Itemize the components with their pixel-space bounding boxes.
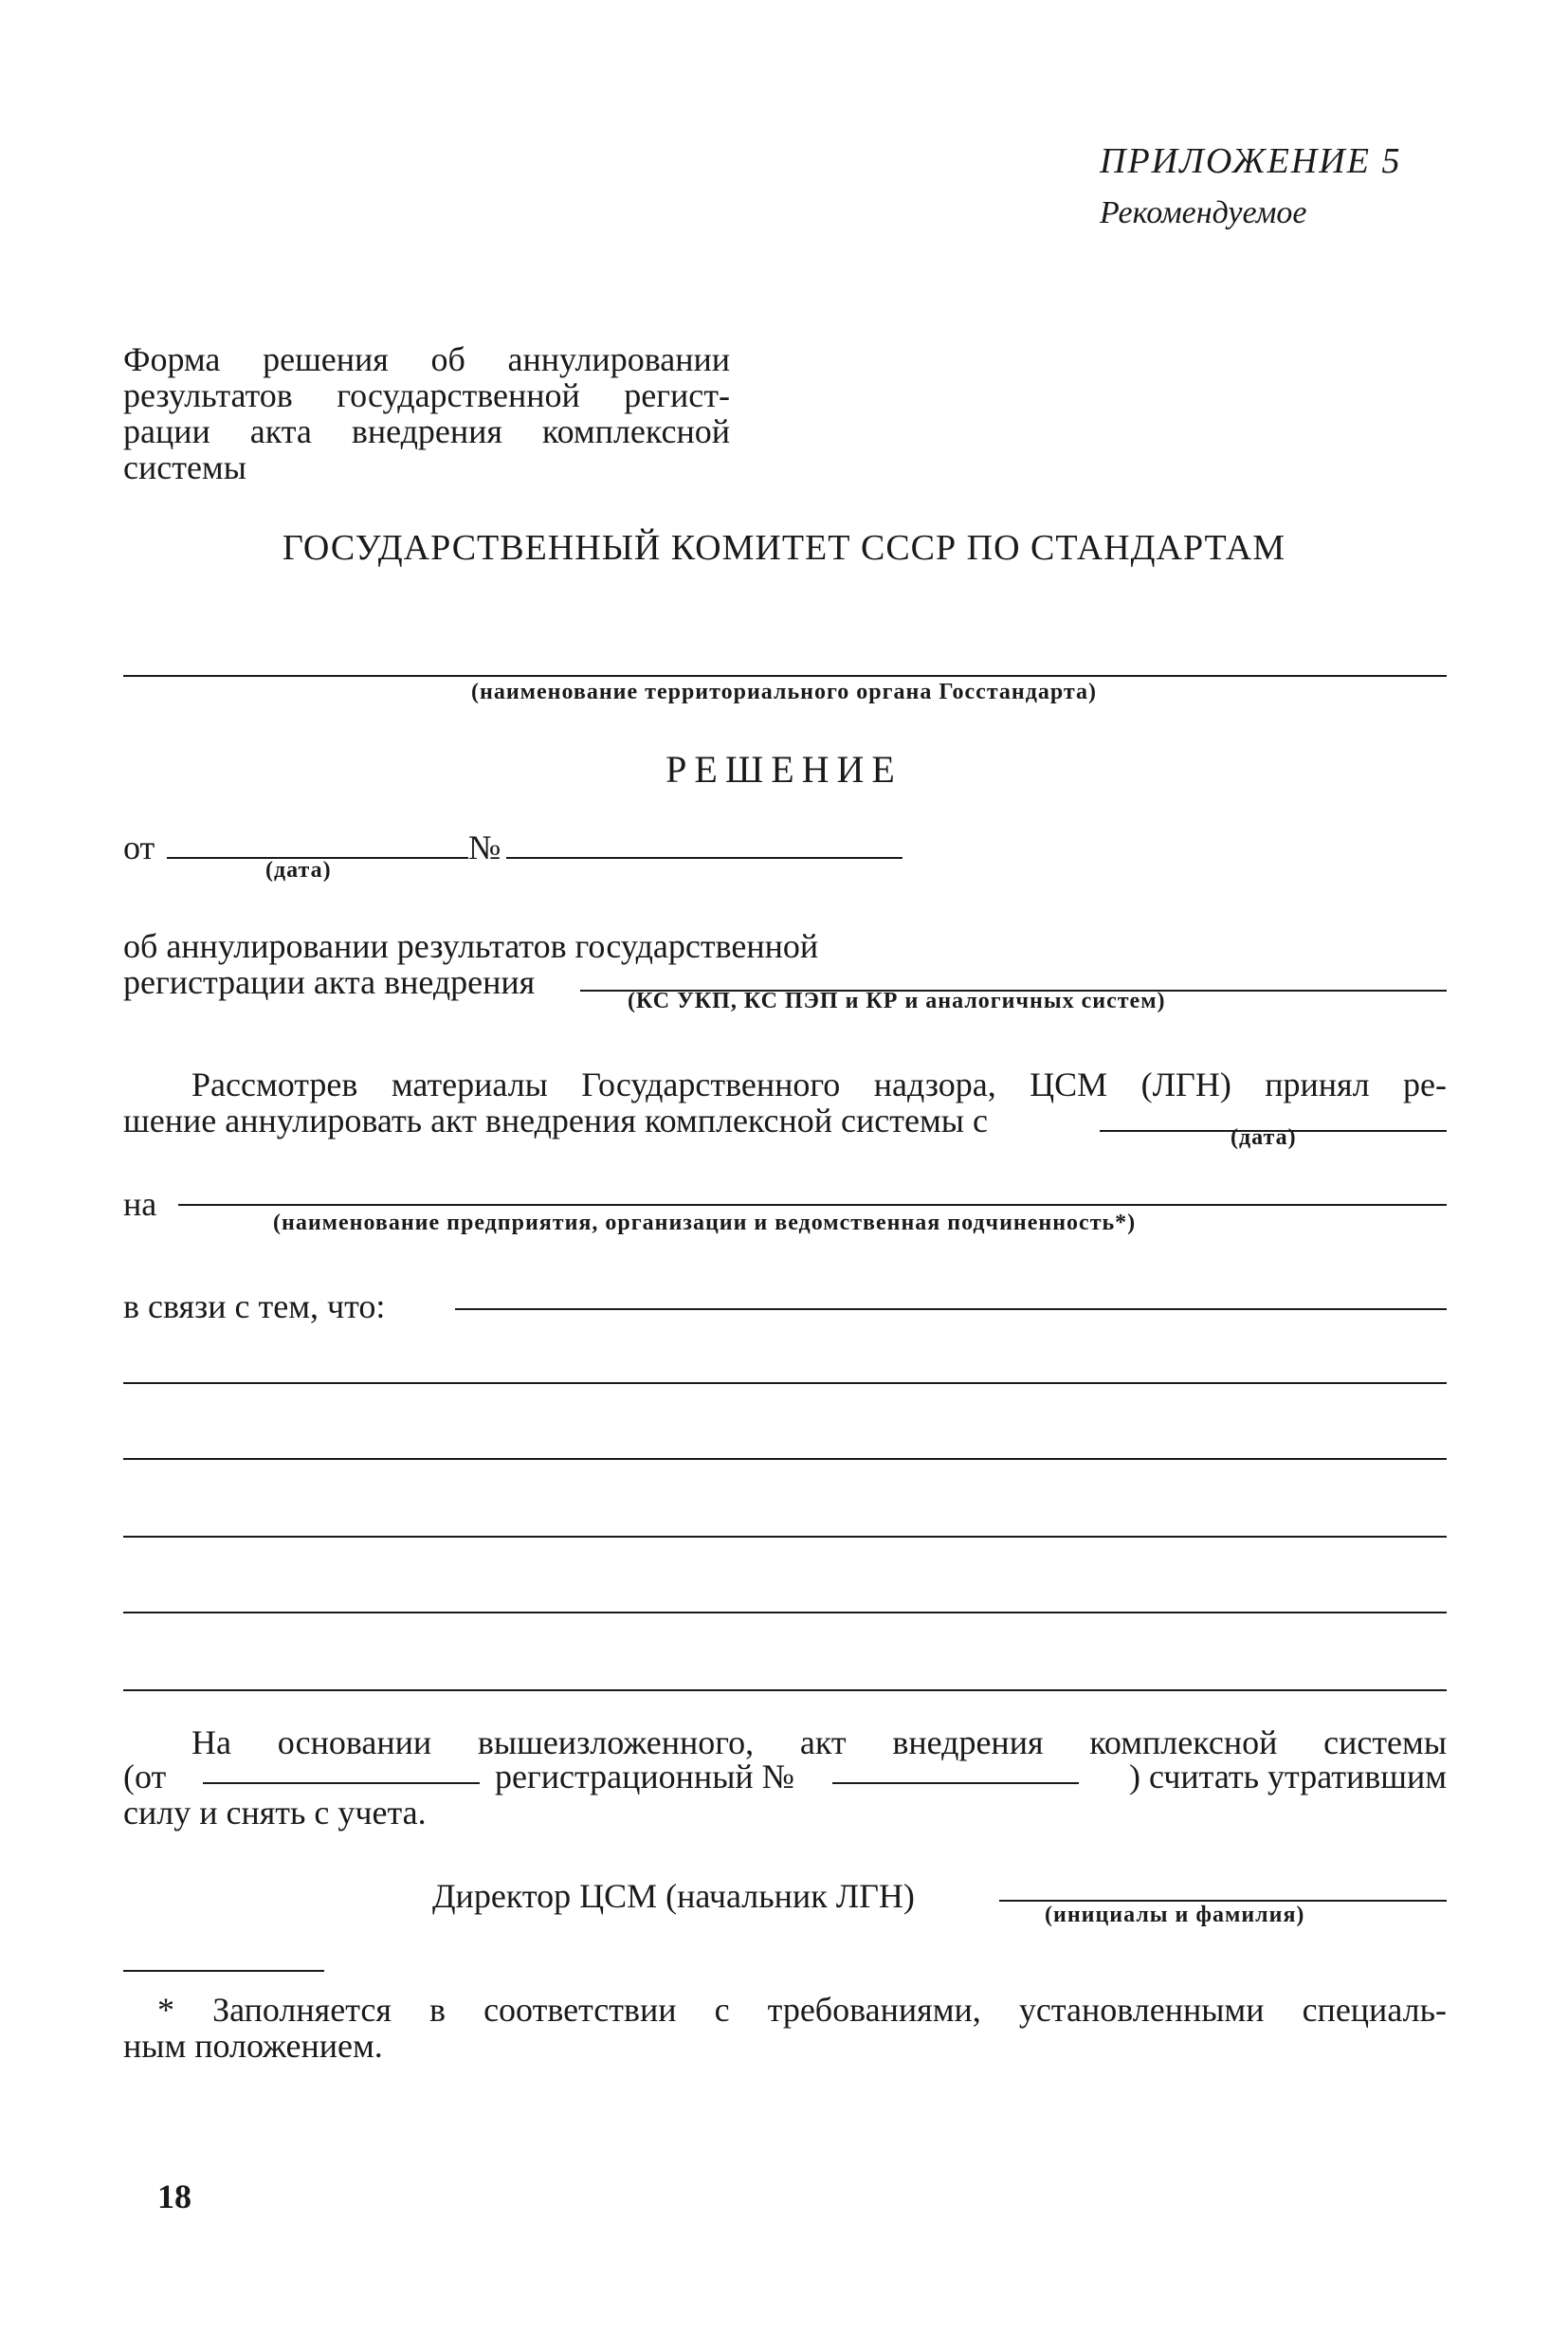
form-description-line: результатов государственной регист- — [123, 376, 730, 414]
page-number: 18 — [157, 2178, 191, 2215]
considered-line: Рассмотрев материалы Государственного надзора, ЦСМ (ЛГН) принял ре- — [191, 1066, 1447, 1103]
annul-subject-line: об аннулировании результатов государственной — [123, 927, 819, 965]
conclusion-line: На основании вышеизложенного, акт внедрения комплексной системы — [191, 1723, 1447, 1761]
appendix-title: ПРИЛОЖЕНИЕ 5 — [1100, 141, 1402, 181]
form-description-line: рации акта внедрения комплексной — [123, 412, 730, 450]
territorial-body-field[interactable] — [123, 675, 1447, 677]
reason-label: в связи с тем, что: — [123, 1287, 386, 1325]
reason-field[interactable] — [455, 1308, 1447, 1310]
annul-date-caption: (дата) — [1231, 1125, 1297, 1150]
form-description — [123, 341, 730, 485]
conclusion-from: (от — [123, 1758, 167, 1795]
footnote-divider — [123, 1970, 324, 1972]
reason-field[interactable] — [123, 1536, 1447, 1538]
form-description-line: Форма решения об аннулировании — [123, 340, 730, 378]
reason-field[interactable] — [123, 1458, 1447, 1460]
decision-title: РЕШЕНИЕ — [665, 748, 903, 791]
registration-number-field[interactable] — [832, 1782, 1079, 1784]
conclusion-date-field[interactable] — [203, 1782, 480, 1784]
form-description-line: системы — [123, 448, 246, 486]
number-field[interactable] — [506, 857, 903, 859]
number-label: № — [468, 829, 501, 866]
annul-subject-line: регистрации акта внедрения — [123, 963, 536, 1001]
footnote-line: ным положением. — [123, 2027, 383, 2065]
appendix-subtitle: Рекомендуемое — [1100, 195, 1307, 230]
reason-field[interactable] — [123, 1382, 1447, 1384]
system-type-caption: (КС УКП, КС ПЭП и КР и аналогичных систем) — [628, 989, 1166, 1013]
territorial-caption: (наименование территориального органа Госстандарта) — [471, 680, 1097, 704]
considered-line: шение аннулировать акт внедрения комплексной системы с — [123, 1102, 988, 1139]
enterprise-caption: (наименование предприятия, организации и ведомственная подчиненность*) — [273, 1211, 1137, 1235]
committee-heading: ГОСУДАРСТВЕННЫЙ КОМИТЕТ СССР ПО СТАНДАРТАМ — [282, 528, 1286, 568]
reason-field[interactable] — [123, 1689, 1447, 1691]
signature-caption: (инициалы и фамилия) — [1045, 1903, 1305, 1927]
conclusion-line: силу и снять с учета. — [123, 1794, 427, 1832]
on-prefix: на — [123, 1185, 157, 1223]
footnote-line: * Заполняется в соответствии с требованиями, установленными специаль- — [157, 1991, 1447, 2029]
registration-label: регистрационный № — [495, 1758, 795, 1795]
date-prefix: от — [123, 829, 155, 866]
signature-label: Директор ЦСМ (начальник ЛГН) — [432, 1877, 915, 1915]
conclusion-tail: ) считать утратившим — [1129, 1758, 1447, 1795]
enterprise-field[interactable] — [178, 1204, 1447, 1206]
date-caption: (дата) — [265, 858, 332, 883]
reason-field[interactable] — [123, 1612, 1447, 1613]
